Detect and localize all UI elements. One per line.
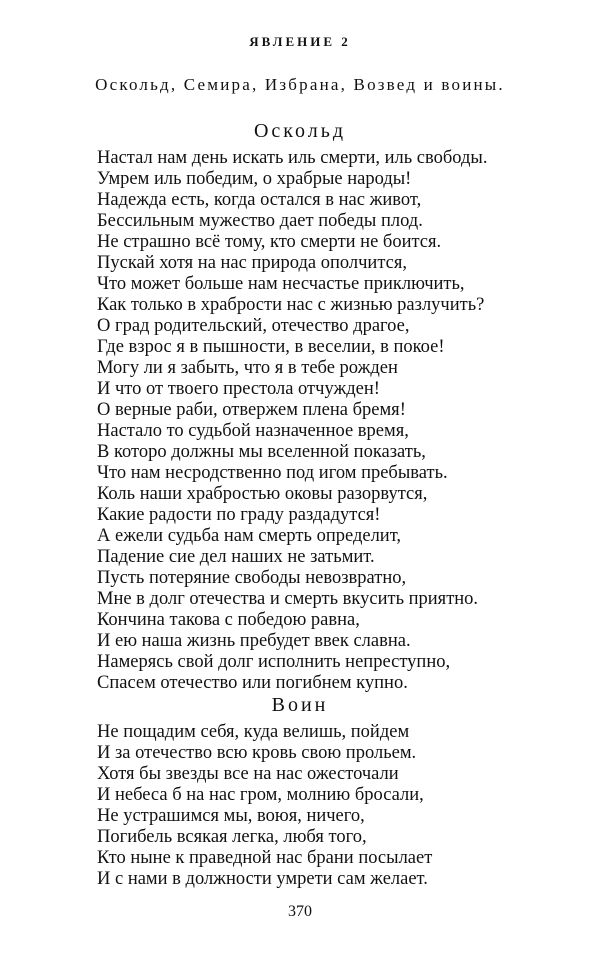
page-number: 370 [288,903,312,920]
verse-line: Не пощадим себя, куда велишь, пойдем [97,722,410,742]
verse-line: О верные раби, отвержем плена бремя! [97,400,406,420]
verse-line: Мне в долг отечества и смерть вкусить приятно. [97,589,479,609]
speech-oskold [97,148,487,694]
verse-line: И за отечество всю кровь свою прольем. [97,743,417,763]
speaker-name-oskold: Оскольд [253,120,347,142]
verse-line: О град родительский, отечество драгое, [97,316,410,336]
verse-line: И небеса б на нас гром, молнию бросали, [97,785,424,805]
verse-line: Не страшно всё тому, кто смерти не боится. [97,232,442,252]
speech-voin [97,722,432,890]
verse-line: Кто ныне к праведной нас брани посылает [97,848,433,868]
verse-line: И ею наша жизнь пребудет ввек славна. [97,631,411,651]
verse-line: Могу ли я забыть, что я в тебе рожден [97,358,398,378]
verse-line: Где взрос я в пышности, в веселии, в покое! [97,337,445,357]
verse-line: Пусть потеряние свободы невозвратно, [97,568,407,588]
speaker-name-voin: Воин [271,694,329,716]
verse-line: Что может больше нам несчастье приключить, [97,274,465,294]
verse-line: Умрем иль победим, о храбрые народы! [97,169,412,189]
verse-line: Бессильным мужество дает победы плод. [97,211,423,231]
verse-line: Что нам несродственно под игом пребывать. [97,463,448,483]
verse-line: Погибель всякая легка, любя того, [97,827,367,847]
verse-line: А ежели судьба нам смерть определит, [97,526,402,546]
verse-line: Настал нам день искать иль смерти, иль свободы. [97,148,488,168]
verse-line: В которо должны мы вселенной показать, [97,442,426,462]
verse-line: Коль наши храбростью оковы разорвутся, [97,484,428,504]
verse-line: Надежда есть, когда остался в нас живот, [97,190,422,210]
verse-line: Не устрашимся мы, воюя, ничего, [97,806,365,826]
verse-line: Хотя бы звезды все на нас ожесточали [97,764,399,784]
verse-line: Спасем отечество или погибнем купно. [97,673,408,693]
cast-list: Оскольд, Семира, Избрана, Возвед и воины. [95,75,505,94]
scene-title: ЯВЛЕНИЕ 2 [249,34,351,49]
verse-line: Намерясь свой долг исполнить непреступно, [97,652,451,672]
verse-line: Падение сие дел наших не затьмит. [97,547,375,567]
verse-line: И с нами в должности умрети сам желает. [97,869,428,889]
verse-line: Пускай хотя на нас природа ополчится, [97,253,407,273]
verse-line: Кончина такова с победою равна, [97,610,360,630]
verse-line: Как только в храбрости нас с жизнью разлучить? [97,295,485,315]
verse-line: И что от твоего престола отчужден! [97,379,380,399]
verse-line: Настало то судьбой назначенное время, [97,421,409,441]
verse-line: Какие радости по граду раздадутся! [97,505,381,525]
